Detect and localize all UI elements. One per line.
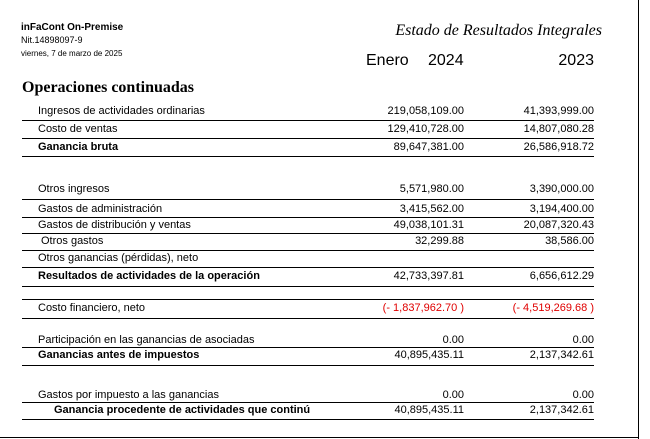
row-value-2023: 2,137,342.61 xyxy=(529,404,594,416)
row-underline xyxy=(22,318,594,319)
row-label: Costo de ventas xyxy=(38,123,118,135)
row-value-2024: 5,571,980.00 xyxy=(399,183,464,195)
row-costo-ventas xyxy=(0,122,650,138)
row-value-2023: 3,390,000.00 xyxy=(529,183,594,195)
row-value-2024: 32,299.88 xyxy=(415,235,464,247)
row-value-2023: 2,137,342.61 xyxy=(529,349,594,361)
row-label: Otros ganancias (pérdidas), neto xyxy=(38,252,199,264)
row-value-2023: 6,656,612.29 xyxy=(529,270,594,282)
row-label: Ganancia bruta xyxy=(38,141,119,153)
row-otros-gastos xyxy=(0,234,650,250)
row-underline xyxy=(22,419,594,420)
row-value-2023: 20,087,320.43 xyxy=(523,219,594,231)
row-label: Ganancia procedente de actividades que continú xyxy=(54,404,311,416)
row-value-2023: (- 4,519,269.68 ) xyxy=(512,302,594,314)
row-value-2024: 0.00 xyxy=(442,389,464,401)
row-underline xyxy=(22,365,594,366)
column-year-current: 2024 xyxy=(428,52,464,69)
row-label: Gastos por impuesto a las ganancias xyxy=(38,389,219,401)
company-name: inFaCont On-Premise xyxy=(21,22,124,33)
column-year-prior: 2023 xyxy=(558,52,594,69)
section-title: Operaciones continuadas xyxy=(22,79,195,96)
row-value-2024: 0.00 xyxy=(442,334,464,346)
row-resultados-operacion xyxy=(0,269,650,285)
row-value-2024: 40,895,435.11 xyxy=(394,349,464,361)
row-value-2023: 26,586,918.72 xyxy=(523,141,594,153)
row-value-2024: 49,038,101.31 xyxy=(393,219,464,231)
row-underline xyxy=(22,138,594,139)
row-value-2023: 41,393,999.00 xyxy=(523,105,594,117)
row-value-2023: 14,807,080.28 xyxy=(523,123,594,135)
column-month: Enero xyxy=(366,52,409,69)
row-value-2024: 89,647,381.00 xyxy=(393,141,464,153)
row-value-2024: 129,410,728.00 xyxy=(387,123,464,135)
row-value-2023: 0.00 xyxy=(572,334,594,346)
row-otras-ganancias xyxy=(0,251,650,267)
row-value-2024: 219,058,109.00 xyxy=(387,105,464,117)
row-otros-ingresos xyxy=(0,182,650,198)
row-gastos-administracion xyxy=(0,202,650,218)
row-label: Participación en las ganancias de asociadas xyxy=(38,334,255,346)
row-label: Ganancias antes de impuestos xyxy=(38,349,200,361)
row-costo-financiero xyxy=(0,301,650,317)
row-underline xyxy=(22,120,594,121)
row-ganancia-actividades-continuadas xyxy=(0,403,650,419)
row-label: Resultados de actividades de la operación xyxy=(38,270,260,282)
row-ganancia-bruta xyxy=(0,140,650,156)
report-title: Estado de Resultados Integrales xyxy=(395,22,602,39)
row-value-2023: 0.00 xyxy=(572,389,594,401)
row-label: Otros ingresos xyxy=(38,183,110,195)
row-ganancias-antes-impuestos xyxy=(0,348,650,364)
row-value-2024: 3,415,562.00 xyxy=(399,203,464,215)
row-label: Gastos de distribución y ventas xyxy=(38,219,191,231)
row-ingresos xyxy=(0,104,650,120)
row-underline xyxy=(22,299,594,300)
row-value-2024: (- 1,837,962.70 ) xyxy=(382,302,464,314)
row-label: Costo financiero, neto xyxy=(38,302,146,314)
row-value-2024: 42,733,397.81 xyxy=(393,270,464,282)
row-underline xyxy=(22,199,594,200)
row-underline xyxy=(22,267,594,268)
row-value-2023: 38,586.00 xyxy=(545,235,594,247)
frame-bottom-border xyxy=(0,437,639,438)
row-underline xyxy=(22,156,594,157)
report-date: viernes, 7 de marzo de 2025 xyxy=(21,49,123,58)
row-value-2024: 40,895,435.11 xyxy=(394,404,464,416)
row-value-2023: 3,194,400.00 xyxy=(529,203,594,215)
row-label: Gastos de administración xyxy=(38,203,163,215)
row-underline xyxy=(22,286,594,287)
row-label: Otros gastos xyxy=(41,235,104,247)
company-nit: Nit.14898097-9 xyxy=(21,35,83,45)
row-label: Ingresos de actividades ordinarias xyxy=(38,105,205,117)
row-gastos-distribucion xyxy=(0,218,650,234)
